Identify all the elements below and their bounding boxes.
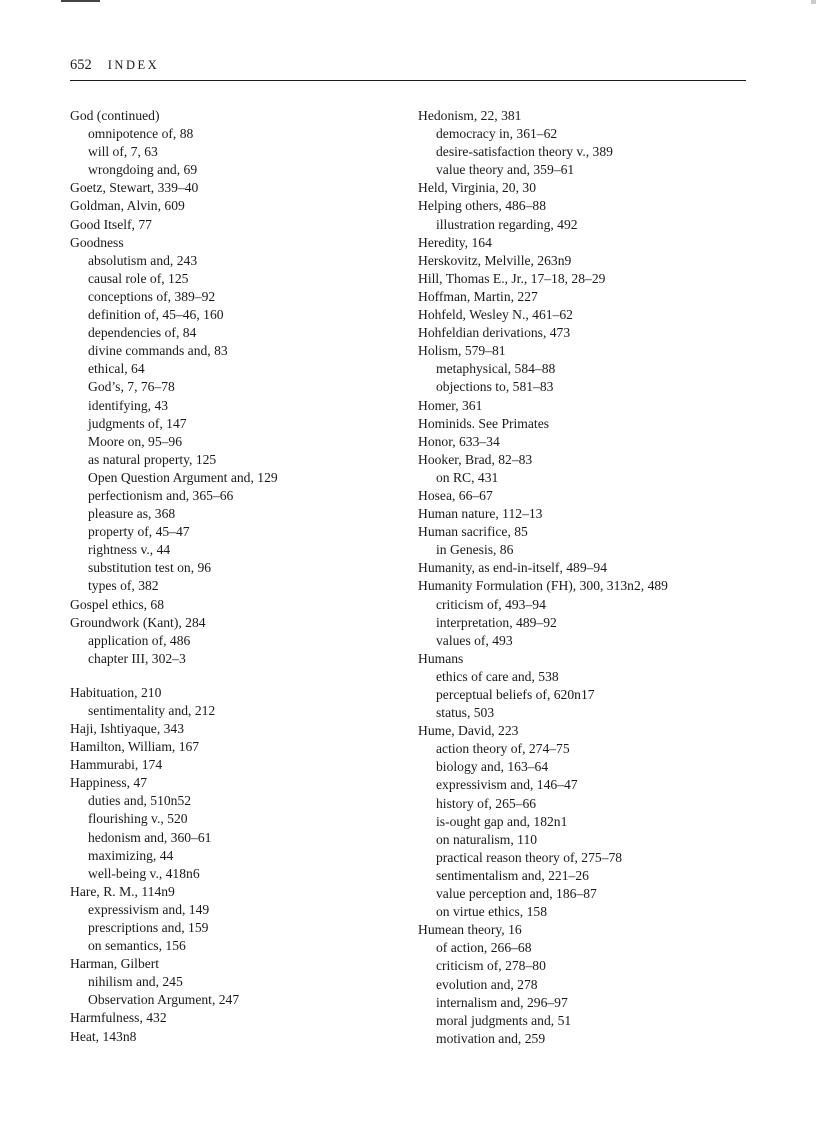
index-subentry: criticism of, 493–94	[436, 596, 546, 612]
index-entry: Honor, 633–34	[418, 433, 500, 449]
index-subentry: flourishing v., 520	[88, 811, 188, 827]
index-subentry: dependencies of, 84	[88, 325, 197, 341]
index-subentry: causal role of, 125	[88, 270, 189, 286]
index-subentry: God’s, 7, 76–78	[88, 379, 175, 395]
index-subentry: wrongdoing and, 69	[88, 162, 198, 178]
index-entry: Gospel ethics, 68	[70, 596, 165, 612]
index-subentry: absolutism and, 243	[88, 252, 198, 268]
index-entry: Haji, Ishtiyaque, 343	[70, 720, 185, 736]
index-subentry: value theory and, 359–61	[436, 162, 575, 178]
index-entry: Helping others, 486–88	[418, 198, 546, 214]
index-subentry: desire-satisfaction theory v., 389	[436, 144, 613, 160]
index-subentry: on semantics, 156	[88, 938, 186, 954]
index-subentry: Observation Argument, 247	[88, 992, 240, 1008]
index-subentry: illustration regarding, 492	[436, 216, 578, 232]
index-subentry: motivation and, 259	[436, 1030, 546, 1046]
index-subentry: perfectionism and, 365–66	[88, 487, 234, 503]
corner-mark	[811, 0, 816, 4]
index-subentry: on naturalism, 110	[436, 831, 538, 847]
index-entry: God (continued)	[70, 108, 160, 123]
index-entry: Hume, David, 223	[418, 723, 519, 739]
index-entry: Humanity Formulation (FH), 300, 313n2, 489	[418, 578, 668, 594]
page-number: 652	[70, 57, 92, 73]
index-subentry: in Genesis, 86	[436, 542, 514, 558]
index-subentry: expressivism and, 149	[88, 901, 210, 917]
index-subentry: expressivism and, 146–47	[436, 777, 578, 793]
index-subentry: Moore on, 95–96	[88, 433, 183, 449]
index-entry: Hammurabi, 174	[70, 757, 163, 773]
index-subentry: action theory of, 274–75	[436, 741, 570, 757]
running-title: INDEX	[107, 58, 160, 72]
index-entry: Hamilton, William, 167	[70, 739, 200, 755]
index-entry: Hare, R. M., 114n9	[70, 883, 175, 899]
index-entry: Held, Virginia, 20, 30	[418, 180, 536, 196]
index-subentry: prescriptions and, 159	[88, 920, 209, 936]
index-subentry: of action, 266–68	[436, 940, 532, 956]
index-subentry: conceptions of, 389–92	[88, 288, 216, 304]
index-subentry: history of, 265–66	[436, 795, 537, 811]
index-entry: Heredity, 164	[418, 234, 492, 250]
index-subentry: evolution and, 278	[436, 976, 538, 992]
running-header	[70, 57, 159, 74]
index-subentry: types of, 382	[88, 578, 159, 594]
index-subentry: as natural property, 125	[88, 451, 217, 467]
top-crop-mark	[61, 0, 100, 2]
index-entry: Happiness, 47	[70, 775, 148, 791]
index-subentry: values of, 493	[436, 632, 513, 648]
index-entry: Human sacrifice, 85	[418, 524, 528, 540]
index-subentry: maximizing, 44	[88, 847, 174, 863]
index-subentry: internalism and, 296–97	[436, 994, 568, 1010]
index-subentry: will of, 7, 63	[88, 144, 158, 160]
index-entry: Hooker, Brad, 82–83	[418, 451, 533, 467]
index-subentry: chapter III, 302–3	[88, 650, 186, 666]
index-subentry: identifying, 43	[88, 397, 169, 413]
index-column-left	[70, 107, 400, 1046]
index-subentry: property of, 45–47	[88, 524, 190, 540]
index-entry: Goldman, Alvin, 609	[70, 198, 185, 214]
index-subentry: application of, 486	[88, 632, 191, 648]
index-entry: Hohfeldian derivations, 473	[418, 325, 571, 341]
index-entry: Hosea, 66–67	[418, 487, 493, 503]
index-subentry: Open Question Argument and, 129	[88, 469, 278, 485]
index-entry: Goodness	[70, 234, 124, 250]
index-subentry: sentimentality and, 212	[88, 702, 216, 718]
index-entry: Human nature, 112–13	[418, 506, 543, 522]
index-entry: Good Itself, 77	[70, 216, 152, 232]
index-subentry: moral judgments and, 51	[436, 1012, 572, 1028]
index-subentry: pleasure as, 368	[88, 506, 176, 522]
index-subentry: omnipotence of, 88	[88, 126, 194, 142]
index-subentry: ethical, 64	[88, 361, 145, 377]
index-subentry: nihilism and, 245	[88, 974, 183, 990]
index-entry: Homer, 361	[418, 397, 483, 413]
index-subentry: rightness v., 44	[88, 542, 171, 558]
index-column-right	[418, 107, 748, 1048]
index-entry: Hill, Thomas E., Jr., 17–18, 28–29	[418, 270, 606, 286]
index-subentry: is-ought gap and, 182n1	[436, 813, 568, 829]
index-subentry: objections to, 581–83	[436, 379, 554, 395]
index-subentry: substitution test on, 96	[88, 560, 212, 576]
index-subentry: criticism of, 278–80	[436, 958, 546, 974]
index-entry: Heat, 143n8	[70, 1028, 137, 1044]
index-entry: Hedonism, 22, 381	[418, 108, 522, 123]
index-entry: Herskovitz, Melville, 263n9	[418, 252, 572, 268]
index-subentry: definition of, 45–46, 160	[88, 307, 224, 323]
index-subentry: hedonism and, 360–61	[88, 829, 212, 845]
index-entry: Humean theory, 16	[418, 922, 522, 938]
index-subentry: perceptual beliefs of, 620n17	[436, 687, 595, 702]
index-entry: Holism, 579–81	[418, 343, 506, 359]
index-subentry: divine commands and, 83	[88, 343, 228, 359]
index-subentry: democracy in, 361–62	[436, 126, 558, 142]
index-entry: Groundwork (Kant), 284	[70, 614, 206, 630]
header-rule	[70, 80, 746, 81]
index-entry: Habituation, 210	[70, 684, 162, 700]
index-subentry: practical reason theory of, 275–78	[436, 849, 623, 865]
index-subentry: metaphysical, 584–88	[436, 361, 556, 377]
index-entry: Humanity, as end-in-itself, 489–94	[418, 560, 608, 576]
index-subentry: duties and, 510n52	[88, 793, 192, 809]
index-subentry: well-being v., 418n6	[88, 865, 200, 881]
index-subentry: sentimentalism and, 221–26	[436, 867, 589, 883]
index-subentry: on RC, 431	[436, 469, 499, 485]
index-entry: Hohfeld, Wesley N., 461–62	[418, 307, 573, 323]
index-subentry: biology and, 163–64	[436, 759, 549, 775]
index-subentry: value perception and, 186–87	[436, 886, 597, 902]
index-subentry: interpretation, 489–92	[436, 614, 557, 630]
index-entry: Goetz, Stewart, 339–40	[70, 180, 199, 196]
index-entry: Harman, Gilbert	[70, 956, 160, 972]
index-entry: Humans	[418, 650, 464, 666]
index-subentry: ethics of care and, 538	[436, 668, 559, 684]
index-subentry: status, 503	[436, 705, 495, 721]
index-entry: Harmfulness, 432	[70, 1010, 167, 1026]
index-subentry: judgments of, 147	[88, 415, 187, 431]
index-entry: Hominids. See Primates	[418, 415, 550, 431]
letter-group-gap	[70, 668, 400, 684]
index-subentry: on virtue ethics, 158	[436, 904, 547, 920]
index-entry: Hoffman, Martin, 227	[418, 288, 538, 304]
